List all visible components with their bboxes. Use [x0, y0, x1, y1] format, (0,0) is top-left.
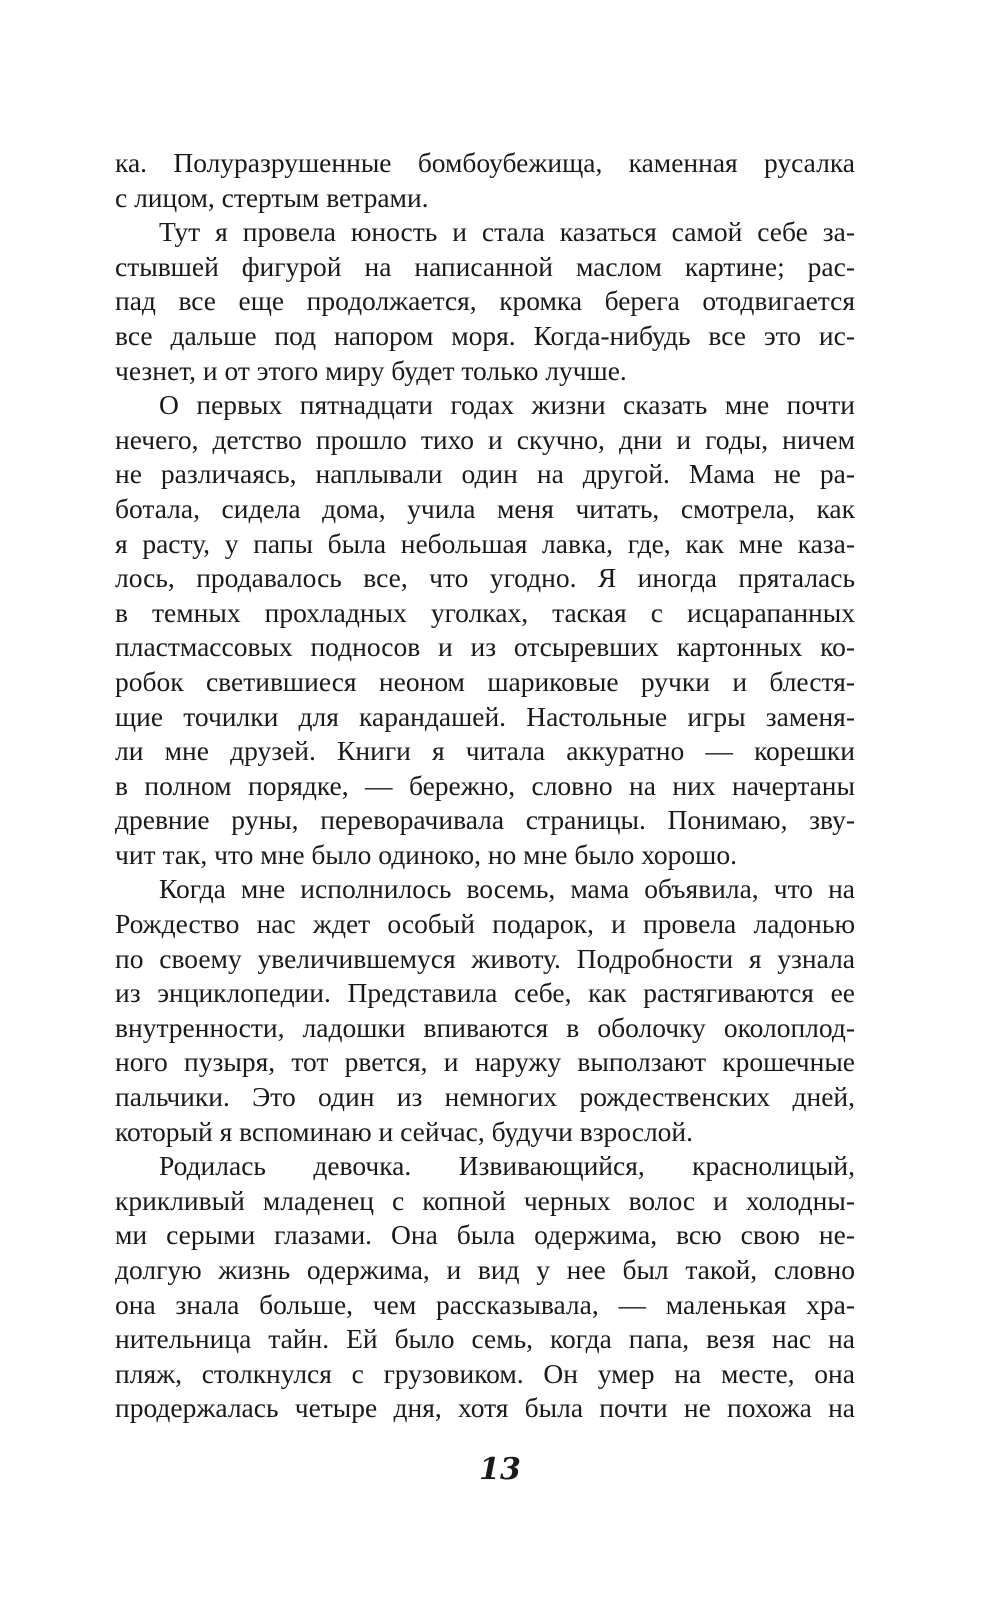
text-line: нительница тайн. Ей было семь, когда папа, везя нас на: [115, 1323, 855, 1355]
text-line: Рождество нас ждет особый подарок, и провела ладонью: [115, 908, 855, 940]
text-line: пад все еще продолжается, кромка берега отодвигается: [115, 285, 855, 317]
text-line: по своему увеличившемуся животу. Подробности я узнала: [115, 942, 855, 974]
text-line: крикливый младенец с копной черных волос и холодны-: [115, 1184, 855, 1216]
text-line: пальчики. Это один из немногих рождественских дней,: [115, 1081, 855, 1113]
text-line: пластмассовых подносов и из отсыревших картонных ко-: [115, 631, 855, 663]
text-line: нечего, детство прошло тихо и скучно, дни и годы, ничем: [115, 423, 855, 455]
text-line: пляж, столкнулся с грузовиком. Он умер на месте, она: [115, 1357, 855, 1389]
text-line: лось, продавалось все, что угодно. Я иногда пряталась: [115, 562, 855, 594]
text-line: не различаясь, наплывали один на другой. Мама не ра-: [115, 458, 855, 490]
text-line: древние руны, переворачивала страницы. Понимаю, зву-: [115, 804, 855, 836]
text-line: чит так, что мне было одиноко, но мне было хорошо.: [115, 838, 737, 870]
text-line: долгую жизнь одержима, и вид у нее был такой, словно: [115, 1254, 855, 1285]
text-line: Тут я провела юность и стала казаться самой себе за-: [159, 216, 855, 248]
text-line: ного пузыря, тот рвется, и наружу выползают крошечные: [115, 1046, 855, 1078]
text-line: ка. Полуразрушенные бомбоубежища, каменная русалка: [115, 147, 855, 178]
text-line: она знала больше, чем рассказывала, — маленькая хра-: [115, 1288, 855, 1320]
text-line: ботала, сидела дома, учила меня читать, смотрела, как: [115, 492, 855, 524]
text-line: все дальше под напором моря. Когда-нибудь все это ис-: [115, 319, 855, 351]
text-line: внутренности, ладошки впиваются в оболочку околоплод-: [115, 1011, 855, 1043]
text-line: Родилась девочка. Извивающийся, краснолицый,: [159, 1150, 855, 1182]
page-number: 13: [479, 1452, 521, 1487]
text-line: стывшей фигурой на написанной маслом картине; рас-: [115, 250, 855, 282]
body-text: [115, 146, 855, 1426]
text-line: в темных прохладных уголках, таская с исцарапанных: [115, 596, 855, 628]
text-line: в полном порядке, — бережно, словно на них начертаны: [115, 769, 855, 801]
text-line: ли мне друзей. Книги я читала аккуратно — корешки: [115, 735, 855, 767]
text-line: из энциклопедии. Представила себе, как растягиваются ее: [115, 977, 855, 1009]
text-line: щие точилки для карандашей. Настольные игры заменя-: [115, 700, 855, 732]
text-line: О первых пятнадцати годах жизни сказать мне почти: [159, 389, 855, 421]
text-line: чезнет, и от этого миру будет только лучше.: [115, 354, 627, 386]
text-line: робок светившиеся неоном шариковые ручки и блестя-: [115, 665, 855, 697]
text-line: ми серыми глазами. Она была одержима, всю свою не-: [115, 1219, 855, 1251]
text-line: я расту, у папы была небольшая лавка, где, как мне каза-: [115, 527, 855, 559]
text-line: который я вспоминаю и сейчас, будучи взрослой.: [115, 1115, 694, 1147]
text-line: с лицом, стертым ветрами.: [115, 181, 429, 213]
text-line: продержалась четыре дня, хотя была почти не похожа на: [115, 1392, 855, 1424]
text-line: Когда мне исполнилось восемь, мама объявила, что на: [159, 873, 855, 905]
